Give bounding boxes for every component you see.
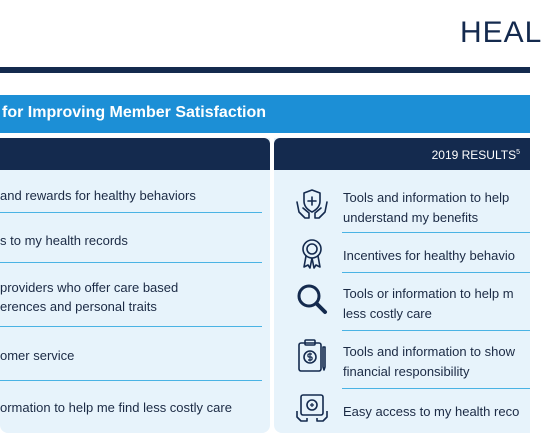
left-column — [0, 138, 270, 433]
monitor-records-icon — [294, 390, 330, 426]
brand-logo: HEAL — [460, 16, 542, 49]
divider — [0, 262, 262, 263]
clipboard-dollar-icon — [294, 338, 330, 374]
right-column — [274, 138, 530, 433]
left-item-4-line-1: omer service — [0, 348, 75, 363]
divider — [342, 330, 530, 331]
right-item-3-line-1: Tools or information to help m — [343, 286, 514, 301]
left-item-3-line-2: erences and personal traits — [0, 299, 157, 314]
divider — [0, 212, 262, 213]
right-column-header — [274, 138, 530, 170]
right-item-3-line-2: less costly care — [343, 306, 432, 321]
left-item-1-line-1: and rewards for healthy behaviors — [0, 188, 196, 203]
right-item-2-line-1: Incentives for healthy behavio — [343, 248, 515, 263]
left-item-5-line-1: ormation to help me find less costly care — [0, 400, 232, 415]
results-header-footnote: 5 — [516, 149, 520, 156]
divider — [0, 380, 262, 381]
title-bar — [0, 95, 530, 133]
award-ribbon-icon — [294, 236, 330, 272]
left-item-2-line-1: s to my health records — [0, 233, 128, 248]
right-item-5-line-1: Easy access to my health reco — [343, 404, 520, 419]
hands-shield-icon — [294, 186, 330, 222]
right-item-4-line-1: Tools and information to show — [343, 344, 515, 359]
right-item-4-line-2: financial responsibility — [343, 364, 470, 379]
divider — [0, 326, 262, 327]
magnifier-icon — [294, 281, 330, 317]
results-header — [432, 148, 520, 162]
right-item-1-line-1: Tools and information to help — [343, 190, 510, 205]
left-item-3-line-1: providers who offer care based — [0, 280, 179, 295]
divider — [342, 388, 530, 389]
left-column-header — [0, 138, 270, 170]
divider — [342, 272, 530, 273]
section-title: for Improving Member Satisfaction — [2, 104, 267, 121]
divider — [342, 232, 530, 233]
top-rule — [0, 67, 530, 73]
results-header-label: 2019 RESULTS — [431, 148, 517, 162]
right-item-1-line-2: understand my benefits — [343, 210, 479, 225]
